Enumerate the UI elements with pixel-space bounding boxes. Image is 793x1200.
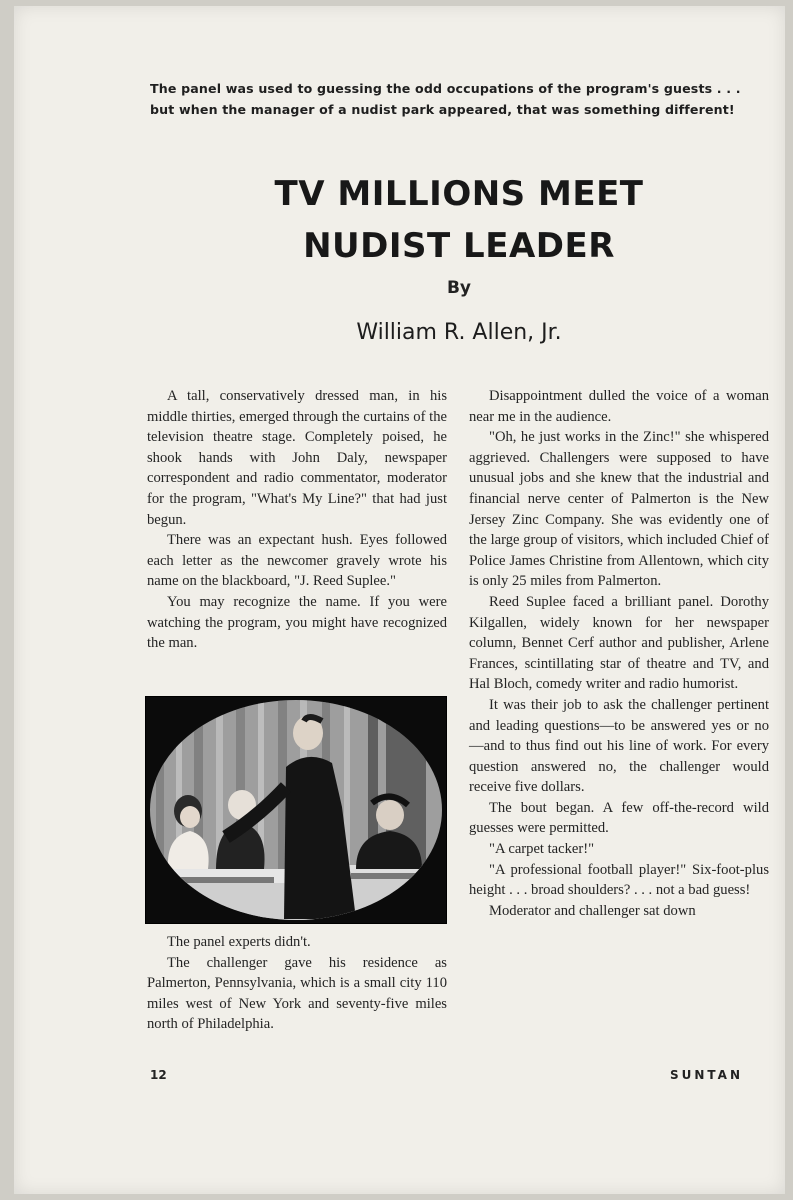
paragraph: There was an expectant hush. Eyes followed each letter as the newcomer gravely wrote his name on the blackboard, "J. Reed Suplee." <box>147 532 447 590</box>
page-number: 12 <box>150 1068 167 1082</box>
paragraph: "Oh, he just works in the Zinc!" she whispered aggrieved. Challengers were supposed to have unusual jobs and she knew that the industrial and financial nerve center of Palmerton is the New Jersey Zinc Company. She was evidently one of the large group of visitors, which included Chief of Police James Christine from Allentown, which city is only 25 miles from Palmerton. <box>469 429 769 590</box>
paragraph: It was their job to ask the challenger pertinent and leading questions—to be answered yes or no—and to thus find out his line of work. For every question answered no, the challenger would receive five dollars. <box>469 696 769 796</box>
right-column <box>469 386 769 921</box>
tv-screen-illustration <box>146 697 446 923</box>
deck-line-2: but when the manager of a nudist park appeared, that was something different! <box>150 102 735 117</box>
title-line-2: NUDIST LEADER <box>303 226 615 266</box>
paragraph: Disappointment dulled the voice of a woman near me in the audience. <box>469 388 769 425</box>
tv-panel-photo <box>145 696 447 924</box>
paragraph: "A carpet tacker!" <box>489 841 595 858</box>
paragraph: The bout began. A few off-the-record wild guesses were permitted. <box>469 799 769 837</box>
title-line-1: TV MILLIONS MEET <box>274 174 644 214</box>
paragraph: Moderator and challenger sat down <box>489 902 696 919</box>
paragraph: Reed Suplee faced a brilliant panel. Dorothy Kilgallen, widely known for her newspaper column, Bennet Cerf author and publisher, Arlene Frances, scintillating star of theatre and TV, and Hal Bloch, comedy writer and radio humorist. <box>469 593 769 693</box>
deck-line-1: The panel was used to guessing the odd occupations of the program's guests . . . <box>150 81 741 96</box>
paragraph: "A professional football player!" Six-foot-plus height . . . broad shoulders? . . . not a bad guess! <box>469 861 769 899</box>
magazine-page <box>14 6 785 1194</box>
byline-by: By <box>446 278 472 298</box>
paragraph: The panel experts didn't. <box>167 934 311 950</box>
magazine-name: SUNTAN <box>669 1068 743 1082</box>
left-column-top <box>147 386 447 654</box>
article-deck <box>150 78 770 120</box>
paragraph: A tall, conservatively dressed man, in his middle thirties, emerged through the curtains of the television theatre stage. Completely poised, he shook hands with John Daly, newspaper correspondent and radio commentator, moderator for the program, "What's My Line?" that had just begun. <box>147 388 447 528</box>
byline-author: William R. Allen, Jr. <box>356 320 562 345</box>
left-column-bottom <box>147 932 447 1035</box>
paragraph: The challenger gave his residence as Palmerton, Pennsylvania, which is a small city 110 miles west of New York and seventy-five miles north of Philadelphia. <box>147 954 447 1033</box>
article-title <box>144 168 774 272</box>
paragraph: You may recognize the name. If you were watching the program, you might have recognized the man. <box>147 593 447 652</box>
